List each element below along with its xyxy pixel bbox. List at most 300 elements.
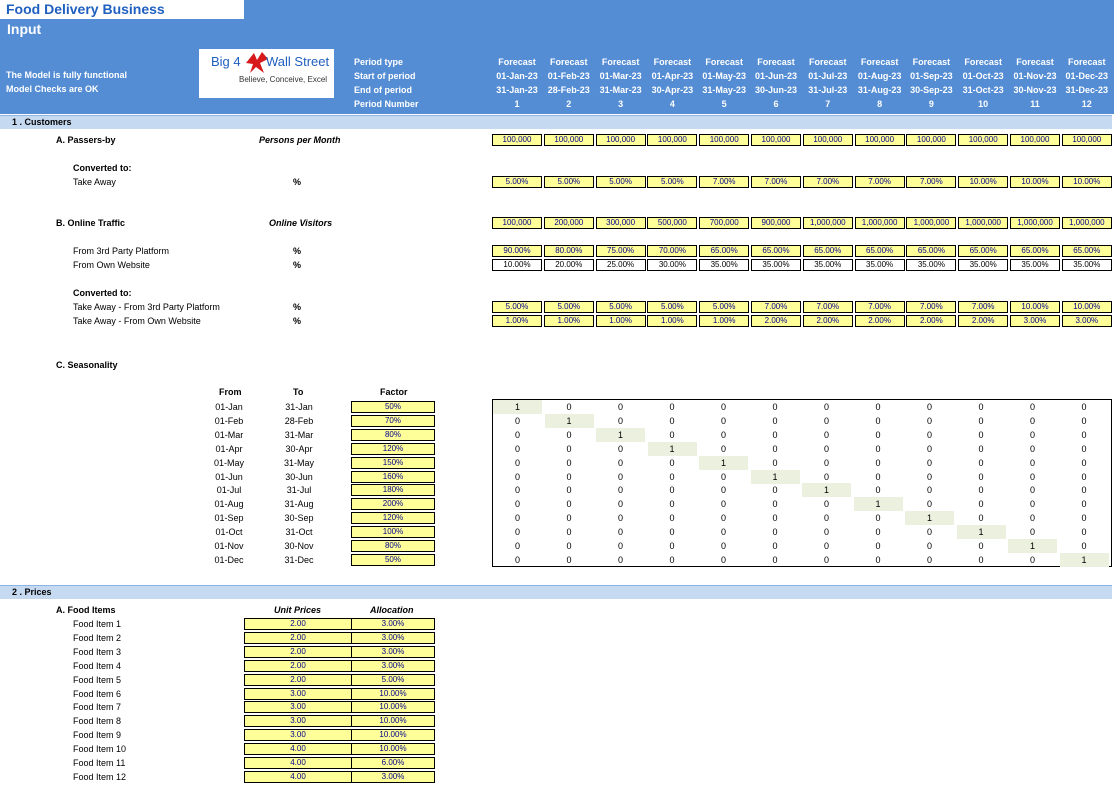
matrix-cell: 0 bbox=[514, 513, 520, 524]
period-start: 01-Jun-23 bbox=[754, 71, 798, 81]
passers-input[interactable]: 100,000 bbox=[492, 134, 542, 146]
matrix-cell: 0 bbox=[772, 554, 778, 565]
unit-price-input[interactable]: 3.00 bbox=[244, 715, 352, 727]
period-number-label: Period Number bbox=[354, 99, 419, 109]
ta-own-website-unit: % bbox=[293, 316, 302, 326]
allocation-input[interactable]: 3.00% bbox=[351, 618, 435, 630]
takeaway-input[interactable]: 7.00% bbox=[906, 176, 956, 188]
season-from: 01-Nov bbox=[214, 541, 244, 551]
online-traffic-input[interactable]: 1,000,000 bbox=[1010, 217, 1060, 229]
ta-third-party-unit: % bbox=[293, 302, 302, 312]
season-from: 01-Apr bbox=[215, 443, 243, 454]
ta-own-website-input[interactable]: 3.00% bbox=[1062, 315, 1112, 327]
section-prices bbox=[0, 585, 1112, 599]
matrix-cell: 0 bbox=[978, 457, 984, 468]
matrix-cell: 0 bbox=[1081, 527, 1087, 538]
section-title: 1 . Customers bbox=[12, 117, 72, 127]
unit-price-input[interactable]: 2.00 bbox=[244, 618, 352, 630]
online-traffic-input[interactable]: 1,000,000 bbox=[855, 217, 905, 229]
season-factor-input[interactable]: 50% bbox=[351, 554, 435, 566]
passers-input[interactable]: 100,000 bbox=[958, 134, 1008, 146]
allocation-input[interactable]: 6.00% bbox=[351, 757, 435, 769]
period-number: 12 bbox=[1081, 99, 1092, 109]
ta-own-website-label: Take Away - From Own Website bbox=[73, 316, 201, 326]
own-website-value[interactable]: 35.00% bbox=[699, 259, 749, 271]
matrix-cell: 0 bbox=[669, 513, 675, 524]
matrix-cell: 0 bbox=[514, 485, 520, 496]
own-website-value[interactable]: 30.00% bbox=[647, 259, 697, 271]
ta-third-party-input[interactable]: 7.00% bbox=[751, 301, 801, 313]
unit-price-input[interactable]: 4.00 bbox=[244, 757, 352, 769]
season-factor-input[interactable]: 180% bbox=[351, 484, 435, 496]
ta-own-website-input[interactable]: 2.00% bbox=[855, 315, 905, 327]
matrix-cell: 0 bbox=[1081, 471, 1087, 482]
matrix-cell: 0 bbox=[926, 429, 932, 440]
season-factor-input[interactable]: 150% bbox=[351, 457, 435, 469]
matrix-cell: 0 bbox=[875, 485, 881, 496]
allocation-input[interactable]: 3.00% bbox=[351, 660, 435, 672]
matrix-cell: 0 bbox=[566, 402, 572, 412]
allocation-input[interactable]: 5.00% bbox=[351, 674, 435, 686]
season-from: 01-Aug bbox=[214, 499, 244, 510]
period-end: 31-Mar-23 bbox=[599, 85, 642, 95]
period-type: Forecast bbox=[1016, 57, 1054, 67]
matrix-cell: 1 bbox=[648, 442, 697, 456]
third-party-input[interactable]: 65.00% bbox=[958, 245, 1008, 257]
matrix-cell: 0 bbox=[669, 471, 675, 482]
matrix-cell: 0 bbox=[617, 554, 623, 565]
own-website-value[interactable]: 10.00% bbox=[492, 259, 542, 271]
third-party-input[interactable]: 80.00% bbox=[544, 245, 594, 257]
period-end: 31-Jul-23 bbox=[808, 85, 848, 95]
unit-price-input[interactable]: 3.00 bbox=[244, 688, 352, 700]
matrix-cell: 0 bbox=[1029, 457, 1035, 468]
passers-input[interactable]: 100,000 bbox=[647, 134, 697, 146]
food-item-name: Food Item 9 bbox=[73, 730, 122, 741]
matrix-cell: 0 bbox=[1081, 443, 1087, 454]
own-website-value[interactable]: 25.00% bbox=[596, 259, 646, 271]
takeaway-input[interactable]: 7.00% bbox=[855, 176, 905, 188]
matrix-cell: 0 bbox=[1029, 443, 1035, 454]
matrix-cell: 1 bbox=[699, 456, 748, 470]
matrix-cell: 0 bbox=[1081, 485, 1087, 496]
third-party-input[interactable]: 65.00% bbox=[855, 245, 905, 257]
takeaway-input[interactable]: 7.00% bbox=[751, 176, 801, 188]
period-number: 8 bbox=[877, 99, 883, 109]
matrix-cell: 0 bbox=[978, 443, 984, 454]
ta-third-party-input[interactable]: 10.00% bbox=[1010, 301, 1060, 313]
online-traffic-input[interactable]: 100,000 bbox=[492, 217, 542, 229]
matrix-cell: 0 bbox=[772, 485, 778, 496]
matrix-cell: 0 bbox=[669, 485, 675, 496]
third-party-input[interactable]: 90.00% bbox=[492, 245, 542, 257]
section-title: 2 . Prices bbox=[12, 587, 52, 597]
passers-input[interactable]: 100,000 bbox=[544, 134, 594, 146]
takeaway-input[interactable]: 5.00% bbox=[647, 176, 697, 188]
own-website-value[interactable]: 35.00% bbox=[906, 259, 956, 271]
season-to: 31-Oct bbox=[285, 527, 313, 538]
matrix-cell: 0 bbox=[978, 471, 984, 482]
season-factor-input[interactable]: 80% bbox=[351, 429, 435, 441]
own-website-label: From Own Website bbox=[73, 260, 150, 270]
ta-third-party-input[interactable]: 5.00% bbox=[544, 301, 594, 313]
matrix-cell: 0 bbox=[926, 457, 932, 468]
takeaway-input[interactable]: 5.00% bbox=[596, 176, 646, 188]
matrix-cell: 0 bbox=[720, 499, 726, 510]
matrix-cell: 0 bbox=[1029, 554, 1035, 565]
season-to-header: To bbox=[293, 387, 304, 397]
unit-price-input[interactable]: 3.00 bbox=[244, 729, 352, 741]
seasonality-matrix bbox=[492, 399, 1112, 567]
start-period-label: Start of period bbox=[354, 71, 416, 81]
food-item-name: Food Item 2 bbox=[73, 632, 122, 643]
unit-price-input[interactable]: 3.00 bbox=[244, 701, 352, 713]
matrix-cell: 0 bbox=[566, 554, 572, 565]
food-item-name: Food Item 3 bbox=[73, 646, 122, 657]
period-start: 01-Apr-23 bbox=[651, 71, 694, 81]
matrix-cell: 0 bbox=[514, 554, 520, 565]
matrix-cell: 0 bbox=[926, 527, 932, 538]
period-start: 01-Aug-23 bbox=[857, 71, 902, 81]
own-website-value[interactable]: 20.00% bbox=[544, 259, 594, 271]
matrix-cell: 0 bbox=[720, 471, 726, 482]
ta-third-party-input[interactable]: 7.00% bbox=[803, 301, 853, 313]
third-party-input[interactable]: 65.00% bbox=[803, 245, 853, 257]
ta-own-website-input[interactable]: 2.00% bbox=[958, 315, 1008, 327]
ta-own-website-input[interactable]: 1.00% bbox=[699, 315, 749, 327]
period-start: 01-Jan-23 bbox=[496, 71, 538, 81]
online-traffic-input[interactable]: 1,000,000 bbox=[958, 217, 1008, 229]
online-traffic-input[interactable]: 300,000 bbox=[596, 217, 646, 229]
matrix-cell: 0 bbox=[772, 443, 778, 454]
period-end: 31-May-23 bbox=[702, 85, 746, 95]
passers-input[interactable]: 100,000 bbox=[1062, 134, 1112, 146]
matrix-cell: 0 bbox=[514, 499, 520, 510]
allocation-input[interactable]: 3.00% bbox=[351, 646, 435, 658]
period-start: 01-Oct-23 bbox=[962, 71, 1004, 81]
period-end: 31-Oct-23 bbox=[962, 85, 1004, 95]
matrix-cell: 0 bbox=[514, 429, 520, 440]
third-party-input[interactable]: 65.00% bbox=[1010, 245, 1060, 257]
takeaway-input[interactable]: 10.00% bbox=[1010, 176, 1060, 188]
matrix-cell: 0 bbox=[978, 541, 984, 551]
matrix-cell: 0 bbox=[617, 402, 623, 412]
matrix-cell: 0 bbox=[669, 402, 675, 412]
matrix-cell: 0 bbox=[823, 541, 829, 551]
matrix-cell: 0 bbox=[566, 513, 572, 524]
ta-third-party-input[interactable]: 5.00% bbox=[647, 301, 697, 313]
matrix-cell: 0 bbox=[875, 415, 881, 426]
food-item-name: Food Item 1 bbox=[73, 619, 122, 629]
matrix-cell: 0 bbox=[1029, 513, 1035, 524]
period-type: Forecast bbox=[912, 57, 951, 67]
third-party-input[interactable]: 65.00% bbox=[1062, 245, 1112, 257]
matrix-cell: 0 bbox=[1029, 485, 1035, 496]
passers-input[interactable]: 100,000 bbox=[699, 134, 749, 146]
matrix-cell: 0 bbox=[772, 402, 778, 412]
matrix-cell: 0 bbox=[617, 527, 623, 538]
online-traffic-input[interactable]: 200,000 bbox=[544, 217, 594, 229]
food-item-name: Food Item 6 bbox=[73, 688, 122, 699]
season-factor-input[interactable]: 80% bbox=[351, 540, 435, 552]
matrix-cell: 0 bbox=[617, 471, 623, 482]
matrix-cell: 0 bbox=[926, 443, 932, 454]
model-checks-status: Model Checks are OK bbox=[6, 84, 99, 94]
ta-third-party-input[interactable]: 5.00% bbox=[492, 301, 542, 313]
food-items-label: A. Food Items bbox=[56, 605, 116, 615]
passers-input[interactable]: 100,000 bbox=[751, 134, 801, 146]
seasonality-label: C. Seasonality bbox=[56, 360, 118, 370]
passers-input[interactable]: 100,000 bbox=[596, 134, 646, 146]
passers-input[interactable]: 100,000 bbox=[906, 134, 956, 146]
matrix-cell: 0 bbox=[978, 513, 984, 524]
food-item-name: Food Item 11 bbox=[73, 758, 126, 768]
unit-price-input[interactable]: 4.00 bbox=[244, 771, 352, 783]
matrix-cell: 1 bbox=[957, 525, 1006, 539]
season-to: 31-Aug bbox=[284, 499, 314, 510]
period-start: 01-May-23 bbox=[702, 71, 746, 81]
matrix-cell: 0 bbox=[978, 402, 984, 412]
matrix-cell: 0 bbox=[514, 471, 520, 482]
period-end: 30-Jun-23 bbox=[754, 85, 798, 95]
online-traffic-input[interactable]: 1,000,000 bbox=[906, 217, 956, 229]
period-type: Forecast bbox=[1068, 57, 1106, 67]
model-status: The Model is fully functional bbox=[6, 70, 128, 80]
season-to: 31-Jul bbox=[286, 485, 312, 496]
third-party-input[interactable]: 65.00% bbox=[699, 245, 749, 257]
matrix-cell: 0 bbox=[1081, 457, 1087, 468]
period-type: Forecast bbox=[653, 57, 692, 67]
third-party-input[interactable]: 75.00% bbox=[596, 245, 646, 257]
takeaway-input[interactable]: 7.00% bbox=[699, 176, 749, 188]
ta-own-website-input[interactable]: 2.00% bbox=[803, 315, 853, 327]
allocation-input[interactable]: 10.00% bbox=[351, 688, 435, 700]
takeaway-input[interactable]: 5.00% bbox=[492, 176, 542, 188]
matrix-cell: 0 bbox=[720, 443, 726, 454]
season-factor-input[interactable]: 120% bbox=[351, 443, 435, 455]
takeaway-input[interactable]: 5.00% bbox=[544, 176, 594, 188]
season-from: 01-May bbox=[213, 457, 244, 468]
matrix-cell: 0 bbox=[875, 402, 881, 412]
season-factor-input[interactable]: 50% bbox=[351, 401, 435, 413]
logo-text-2: Wall Street bbox=[266, 54, 330, 69]
period-type: Forecast bbox=[601, 57, 640, 67]
ta-third-party-input[interactable]: 7.00% bbox=[958, 301, 1008, 313]
unit-price-input[interactable]: 4.00 bbox=[244, 743, 352, 755]
takeaway-input[interactable]: 10.00% bbox=[958, 176, 1008, 188]
matrix-cell: 0 bbox=[514, 415, 520, 426]
matrix-cell: 1 bbox=[854, 497, 903, 511]
matrix-cell: 0 bbox=[1029, 471, 1035, 482]
unit-price-input[interactable]: 2.00 bbox=[244, 632, 352, 644]
allocation-input[interactable]: 10.00% bbox=[351, 729, 435, 741]
matrix-cell: 0 bbox=[669, 541, 675, 551]
online-traffic-input[interactable]: 500,000 bbox=[647, 217, 697, 229]
own-website-unit: % bbox=[293, 260, 302, 270]
matrix-cell: 0 bbox=[772, 527, 778, 538]
own-website-value[interactable]: 35.00% bbox=[1010, 259, 1060, 271]
allocation-input[interactable]: 10.00% bbox=[351, 715, 435, 727]
matrix-cell: 0 bbox=[1029, 415, 1035, 426]
matrix-cell: 0 bbox=[823, 554, 829, 565]
matrix-cell: 1 bbox=[802, 483, 851, 497]
passers-input[interactable]: 100,000 bbox=[855, 134, 905, 146]
period-type: Forecast bbox=[964, 57, 1002, 67]
period-type: Forecast bbox=[757, 57, 795, 67]
matrix-cell: 1 bbox=[905, 511, 954, 525]
online-traffic-unit: Online Visitors bbox=[269, 218, 333, 228]
takeaway-input[interactable]: 10.00% bbox=[1062, 176, 1112, 188]
period-end: 31-Jan-23 bbox=[496, 85, 538, 95]
matrix-cell: 0 bbox=[978, 554, 984, 565]
ta-own-website-input[interactable]: 2.00% bbox=[751, 315, 801, 327]
own-website-value[interactable]: 35.00% bbox=[803, 259, 853, 271]
ta-own-website-input[interactable]: 1.00% bbox=[492, 315, 542, 327]
takeaway-unit: % bbox=[293, 177, 302, 187]
matrix-cell: 1 bbox=[751, 470, 800, 484]
period-number: 7 bbox=[825, 99, 831, 109]
season-to: 30-Nov bbox=[284, 541, 314, 551]
period-start: 01-Jul-23 bbox=[808, 71, 848, 81]
matrix-cell: 0 bbox=[978, 499, 984, 510]
online-traffic-label: B. Online Traffic bbox=[56, 218, 126, 228]
matrix-cell: 0 bbox=[720, 527, 726, 538]
matrix-cell: 0 bbox=[875, 443, 881, 454]
online-traffic-input[interactable]: 1,000,000 bbox=[1062, 217, 1112, 229]
matrix-cell: 1 bbox=[545, 414, 594, 428]
third-party-unit: % bbox=[293, 246, 302, 256]
matrix-cell: 0 bbox=[720, 541, 726, 551]
online-traffic-input[interactable]: 900,000 bbox=[751, 217, 801, 229]
matrix-cell: 0 bbox=[926, 554, 932, 565]
allocation-input[interactable]: 10.00% bbox=[351, 701, 435, 713]
season-factor-input[interactable]: 200% bbox=[351, 498, 435, 510]
unit-price-input[interactable]: 2.00 bbox=[244, 646, 352, 658]
season-factor-input[interactable]: 120% bbox=[351, 512, 435, 524]
matrix-cell: 0 bbox=[720, 485, 726, 496]
period-number: 11 bbox=[1030, 99, 1040, 109]
matrix-cell: 0 bbox=[772, 429, 778, 440]
period-number: 5 bbox=[721, 99, 727, 109]
matrix-cell: 0 bbox=[566, 457, 572, 468]
passers-input[interactable]: 100,000 bbox=[803, 134, 853, 146]
ta-own-website-input[interactable]: 2.00% bbox=[906, 315, 956, 327]
own-website-value[interactable]: 35.00% bbox=[1062, 259, 1112, 271]
passers-input[interactable]: 100,000 bbox=[1010, 134, 1060, 146]
matrix-cell: 0 bbox=[617, 513, 623, 524]
matrix-cell: 0 bbox=[823, 415, 829, 426]
matrix-cell: 0 bbox=[823, 429, 829, 440]
allocation-input[interactable]: 10.00% bbox=[351, 743, 435, 755]
matrix-cell: 0 bbox=[566, 541, 572, 551]
ta-own-website-input[interactable]: 1.00% bbox=[544, 315, 594, 327]
season-factor-input[interactable]: 160% bbox=[351, 471, 435, 483]
matrix-cell: 0 bbox=[514, 541, 520, 551]
season-from: 01-Jan bbox=[215, 402, 243, 412]
ta-own-website-input[interactable]: 3.00% bbox=[1010, 315, 1060, 327]
matrix-cell: 0 bbox=[823, 402, 829, 412]
own-website-value[interactable]: 35.00% bbox=[751, 259, 801, 271]
matrix-cell: 0 bbox=[566, 471, 572, 482]
period-end: 28-Feb-23 bbox=[547, 85, 590, 95]
matrix-cell: 0 bbox=[514, 443, 520, 454]
own-website-value[interactable]: 35.00% bbox=[958, 259, 1008, 271]
sheet-subtitle: Input bbox=[7, 21, 42, 37]
matrix-cell: 0 bbox=[720, 402, 726, 412]
season-from: 01-Dec bbox=[214, 554, 244, 565]
unit-price-input[interactable]: 2.00 bbox=[244, 660, 352, 672]
matrix-cell: 0 bbox=[514, 457, 520, 468]
ta-own-website-input[interactable]: 1.00% bbox=[596, 315, 646, 327]
matrix-cell: 0 bbox=[1081, 541, 1087, 551]
title-box bbox=[0, 0, 244, 19]
ta-third-party-input[interactable]: 5.00% bbox=[596, 301, 646, 313]
ta-third-party-input[interactable]: 7.00% bbox=[906, 301, 956, 313]
third-party-input[interactable]: 70.00% bbox=[647, 245, 697, 257]
period-number: 1 bbox=[514, 99, 520, 109]
allocation-input[interactable]: 3.00% bbox=[351, 771, 435, 783]
period-type-label: Period type bbox=[354, 57, 404, 67]
season-factor-input[interactable]: 70% bbox=[351, 415, 435, 427]
season-from: 01-Jul bbox=[216, 485, 242, 496]
period-number: 2 bbox=[566, 99, 572, 109]
matrix-cell: 0 bbox=[720, 415, 726, 426]
season-to: 30-Apr bbox=[285, 443, 313, 454]
food-item-name: Food Item 7 bbox=[73, 702, 122, 713]
takeaway-input[interactable]: 7.00% bbox=[803, 176, 853, 188]
ta-third-party-input[interactable]: 10.00% bbox=[1062, 301, 1112, 313]
period-start: 01-Feb-23 bbox=[547, 71, 590, 81]
season-to: 30-Jun bbox=[285, 471, 313, 482]
third-party-input[interactable]: 65.00% bbox=[751, 245, 801, 257]
matrix-cell: 0 bbox=[1029, 402, 1035, 412]
matrix-cell: 0 bbox=[978, 429, 984, 440]
matrix-cell: 1 bbox=[596, 428, 645, 442]
season-from: 01-Mar bbox=[214, 429, 244, 440]
matrix-cell: 0 bbox=[926, 402, 932, 412]
period-number: 4 bbox=[669, 99, 675, 109]
period-number: 6 bbox=[773, 99, 779, 109]
online-traffic-input[interactable]: 700,000 bbox=[699, 217, 749, 229]
period-end: 30-Nov-23 bbox=[1013, 85, 1057, 95]
matrix-cell: 0 bbox=[720, 429, 726, 440]
section-customers bbox=[0, 115, 1112, 129]
period-type: Forecast bbox=[498, 57, 536, 67]
matrix-cell: 0 bbox=[566, 443, 572, 454]
matrix-cell: 0 bbox=[669, 554, 675, 565]
online-traffic-input[interactable]: 1,000,000 bbox=[803, 217, 853, 229]
season-from: 01-Sep bbox=[214, 513, 244, 524]
period-end: 31-Aug-23 bbox=[857, 85, 902, 95]
ta-third-party-input[interactable]: 5.00% bbox=[699, 301, 749, 313]
third-party-input[interactable]: 65.00% bbox=[906, 245, 956, 257]
allocation-input[interactable]: 3.00% bbox=[351, 632, 435, 644]
food-item-name: Food Item 8 bbox=[73, 716, 122, 727]
season-to: 31-Jan bbox=[285, 402, 313, 412]
end-period-label: End of period bbox=[354, 85, 412, 95]
ta-third-party-input[interactable]: 7.00% bbox=[855, 301, 905, 313]
season-to: 28-Feb bbox=[284, 415, 314, 426]
own-website-value[interactable]: 35.00% bbox=[855, 259, 905, 271]
food-item-name: Food Item 5 bbox=[73, 674, 122, 685]
season-to: 31-May bbox=[283, 457, 314, 468]
matrix-cell: 0 bbox=[617, 541, 623, 551]
matrix-cell: 1 bbox=[1060, 553, 1109, 567]
ta-own-website-input[interactable]: 1.00% bbox=[647, 315, 697, 327]
season-factor-input[interactable]: 100% bbox=[351, 526, 435, 538]
unit-price-input[interactable]: 2.00 bbox=[244, 674, 352, 686]
period-end: 30-Apr-23 bbox=[651, 85, 694, 95]
